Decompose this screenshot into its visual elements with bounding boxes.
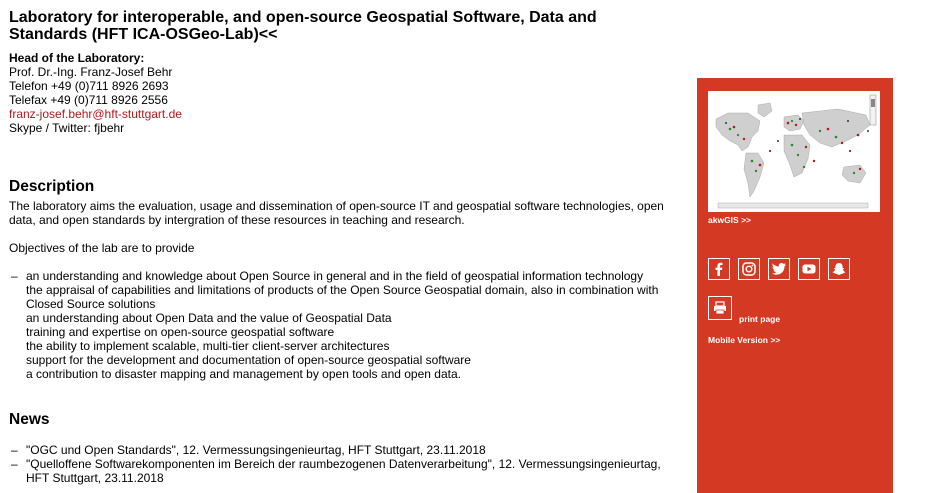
contact-social: Skype / Twitter: fjbehr [9, 121, 125, 135]
main-content [9, 0, 679, 485]
objective-item: support for the development and documentation of open-source geospatial software [26, 353, 471, 367]
list-dash-icon: – [11, 457, 18, 471]
contact-heading: Head of the Laboratory: [9, 51, 145, 65]
contact-name: Prof. Dr.-Ing. Franz-Josef Behr [9, 65, 173, 79]
youtube-icon[interactable] [798, 258, 820, 280]
twitter-icon[interactable] [768, 258, 790, 280]
contact-phone: Telefon +49 (0)711 8926 2693 [9, 79, 169, 93]
print-page-link[interactable]: print page [739, 314, 781, 324]
objective-item: – an understanding and knowledge about Open Source in general and in the field of geospatial information technology [11, 269, 644, 283]
objective-item: the ability to implement scalable, multi-tier client-server architectures [26, 339, 390, 353]
description-text: The laboratory aims the evaluation, usage and dissemination of open-source IT and geospatial software technologies, open data, and open standards by intergration of these resources in teaching and research. [9, 199, 664, 227]
objective-item: training and expertise on open-source geospatial software [26, 325, 335, 339]
contact-block [9, 51, 679, 135]
news-list [9, 443, 679, 485]
objective-item: the appraisal of capabilities and limitations of products of the Open Source Geospatial domain, also in combination with Closed Source solutions [26, 283, 659, 311]
snapchat-icon[interactable] [828, 258, 850, 280]
list-dash-icon: – [11, 443, 18, 457]
news-item[interactable]: – "Quelloffene Softwarekomponenten im Bereich der raumbezogenen Datenverarbeitung", 12. Vermessungsingenieurtag, HFT Stuttgart, 23.11.2018 [11, 457, 661, 485]
news-heading: News [9, 411, 50, 428]
sidebar [697, 78, 893, 493]
world-map-image[interactable] [708, 91, 880, 212]
contact-fax: Telefax +49 (0)711 8926 2556 [9, 93, 168, 107]
objective-item: an understanding about Open Data and the value of Geospatial Data [26, 311, 392, 325]
contact-email-link[interactable]: franz-josef.behr@hft-stuttgart.de [9, 107, 182, 121]
list-dash-icon: – [11, 269, 18, 283]
world-map-icon [708, 91, 880, 212]
facebook-icon[interactable] [708, 258, 730, 280]
objectives-list [9, 269, 679, 381]
print-icon[interactable] [708, 296, 732, 320]
objective-item: a contribution to disaster mapping and management by open tools and open data. [26, 367, 461, 381]
instagram-icon[interactable] [738, 258, 760, 280]
mobile-version-link[interactable]: Mobile Version >> [708, 335, 781, 345]
social-links [708, 258, 850, 280]
page-title: Laboratory for interoperable, and open-source Geospatial Software, Data and Standards (HFT ICA-OSGeo-Lab)<< [9, 9, 597, 43]
objectives-intro: Objectives of the lab are to provide [9, 241, 195, 255]
akwgis-link[interactable]: akwGIS >> [708, 215, 751, 225]
description-heading: Description [9, 178, 95, 195]
news-item[interactable]: – "OGC und Open Standards", 12. Vermessungsingenieurtag, HFT Stuttgart, 23.11.2018 [11, 443, 486, 457]
